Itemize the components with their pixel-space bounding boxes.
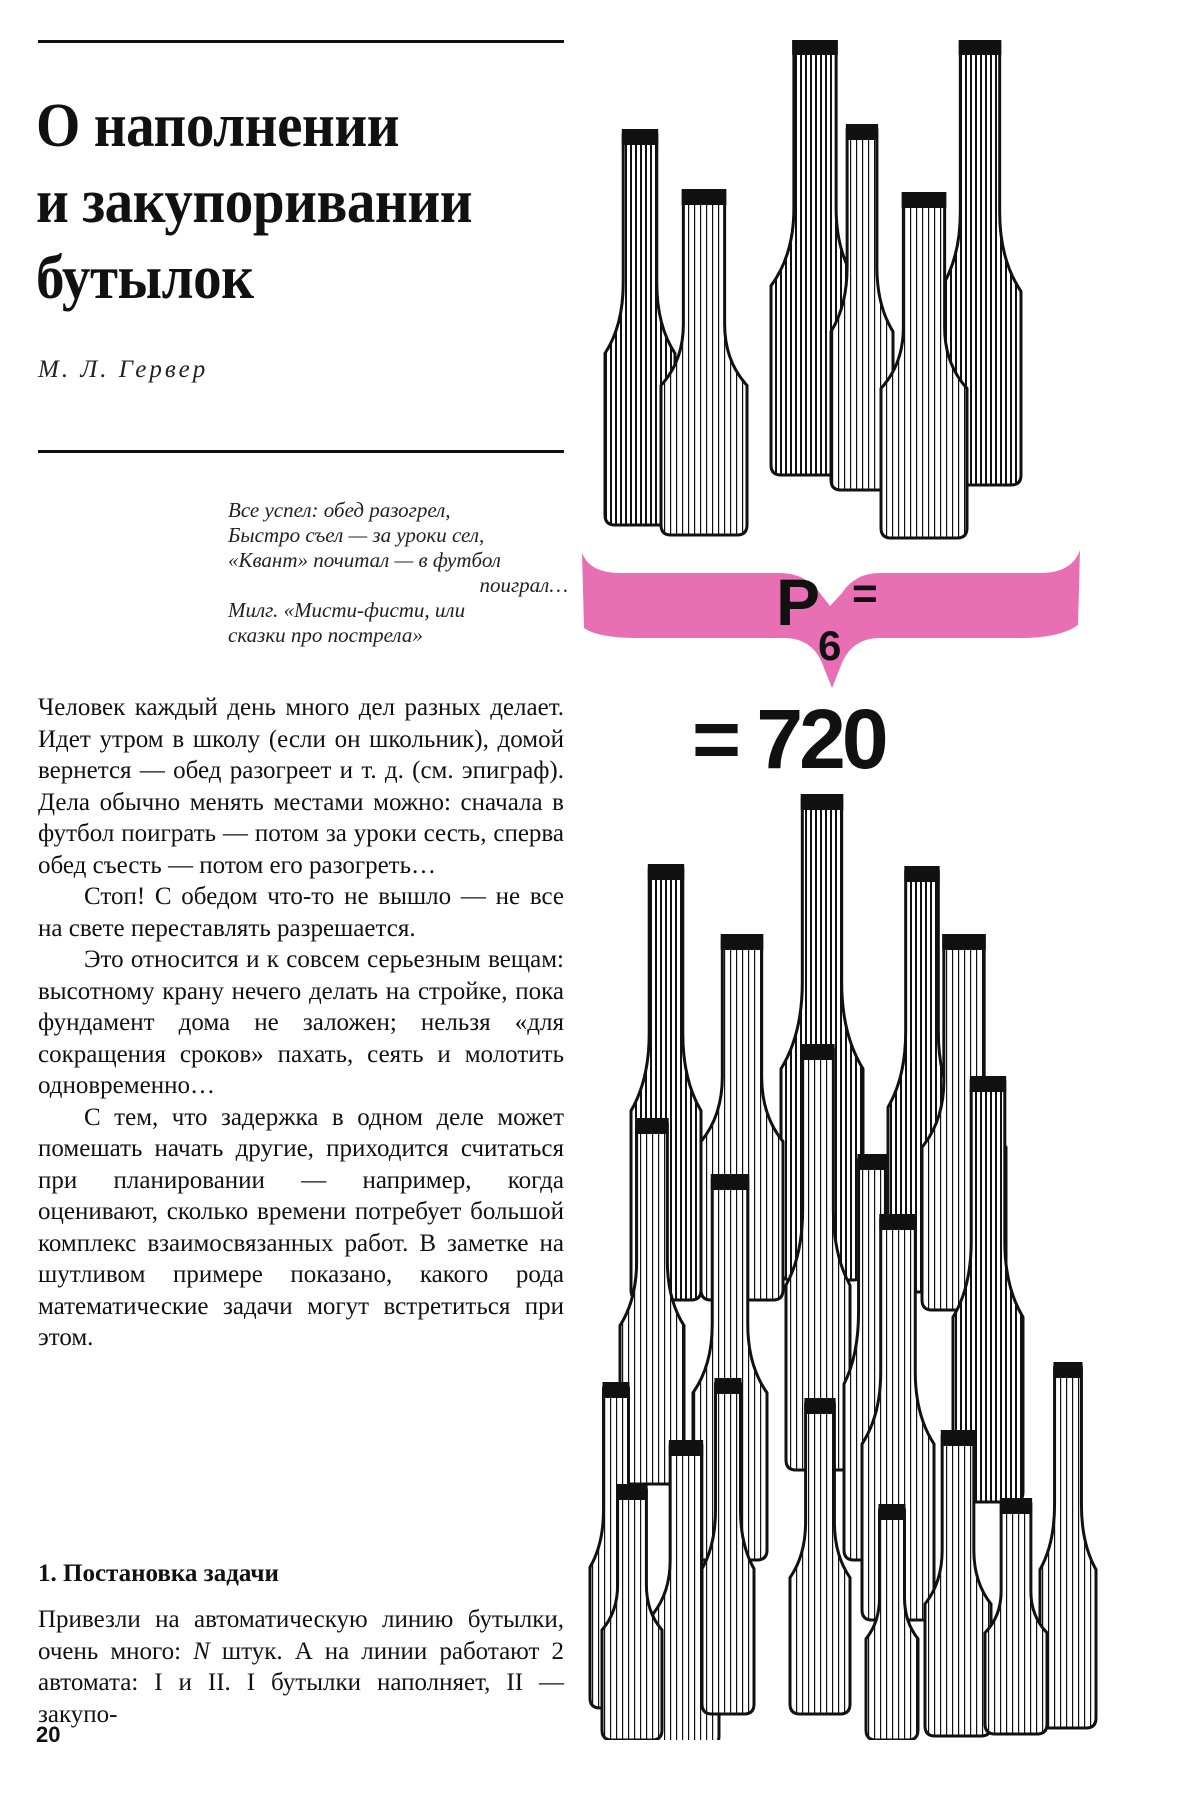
bottle-cap [714,1378,741,1394]
body-paragraph: Стоп! С обедом что-то не вышло — не все на свете переставлять разрешается. [38,883,564,942]
bottle-shape [881,198,967,538]
epigraph-line: Быстро съел — за уроки сел, [228,523,485,547]
bottle-cap [792,40,838,55]
body-paragraph: С тем, что задержка в одном деле может помешать начать другие, приходится считаться при планировании — например, когда оценивают, сколько времени потребует большой комплекс взаимосвязанных работ. В заметке на шутливом примере показано, какого рода математические задачи могут встретиться при этом. [38,1103,564,1351]
bottle-shape [985,1504,1047,1734]
section-text-after: штук. А на линии работают 2 автомата: I и II. I бутылки наполняет, II — закупо- [38,1637,564,1728]
section-heading: 1. Постановка задачи [38,1560,279,1587]
bottle-cap [904,866,939,882]
bottle-cap [902,192,947,208]
section-paragraph [38,1604,564,1730]
bottom-bottle-group [590,794,1096,1740]
bottle-cap [602,1382,629,1398]
epigraph-line: Все успел: обед разогрел, [228,498,451,522]
n-symbol: N [193,1637,210,1665]
bottle-cap [711,1174,749,1190]
body-paragraph: Это относится и к совсем серьезным вещам: высотному крану нечего делать на стройке, пока фундамент дома не заложен; нельзя «для сокращения сроков» пахать, сеять и молотить одновременно… [38,946,564,1099]
epigraph-line: Милг. «Мисти-фисти, или [228,598,466,622]
bottle-cap [846,124,878,140]
bottle-cap [622,129,658,145]
top-bottle-group [605,40,1021,538]
page-number: 20 [36,1722,61,1747]
bottle-cap [959,40,1002,55]
section-text-before: Привезли на автоматическую линию бутылки, очень много: [38,1606,564,1665]
epigraph-line: «Квант» почитал — в футбол [228,548,501,572]
bottle-cap [721,934,764,950]
bottle-cap [878,1504,905,1520]
top-rule [38,40,564,43]
bottle-cap [682,189,727,205]
bottle-cap [970,1076,1006,1092]
formula-equals: = [852,569,878,618]
title-line-3: бутылок [36,244,254,312]
bottle-cap [801,1044,834,1060]
bottle-cap [941,1430,975,1446]
formula-letter: P [776,565,821,639]
bottle-shape [661,195,747,535]
bottle-cap [648,864,684,880]
bottle-cap [616,1484,647,1500]
title-line-2: и закупоривании [36,168,473,236]
bottle-cap [1053,1362,1082,1378]
author-rule [38,450,564,453]
article-body [38,692,564,1354]
title-line-1: О наполнении [36,92,400,160]
epigraph-line: сказки про пострела» [228,623,423,647]
bottle-cap [635,1118,668,1134]
bottles-illustration [580,40,1180,1740]
formula-result: = 720 [692,692,885,786]
author-name: М. Л. Гервер [38,356,209,383]
bottle-cap [879,1214,916,1230]
article-title [36,88,533,316]
epigraph-line: поиграл… [479,573,568,597]
bottle-cap [669,1440,703,1456]
body-paragraph: Человек каждый день много дел разных делает. Идет утром в школу (если он школьник), домой вернется — обед разогреет и т. д. (см. эпиграф). Дела обычно менять местами можно: сначала в футбол поиграть — потом за уроки сесть, сперва обед съесть — потом его разогреть… [38,694,564,879]
bottle-cap [804,1398,835,1414]
formula-subscript: 6 [818,622,842,669]
epigraph [228,498,568,648]
bottle-cap [801,794,844,810]
bottle-cap [857,1154,886,1170]
bottle-cap [1000,1498,1032,1514]
bottle-cap [942,934,986,950]
